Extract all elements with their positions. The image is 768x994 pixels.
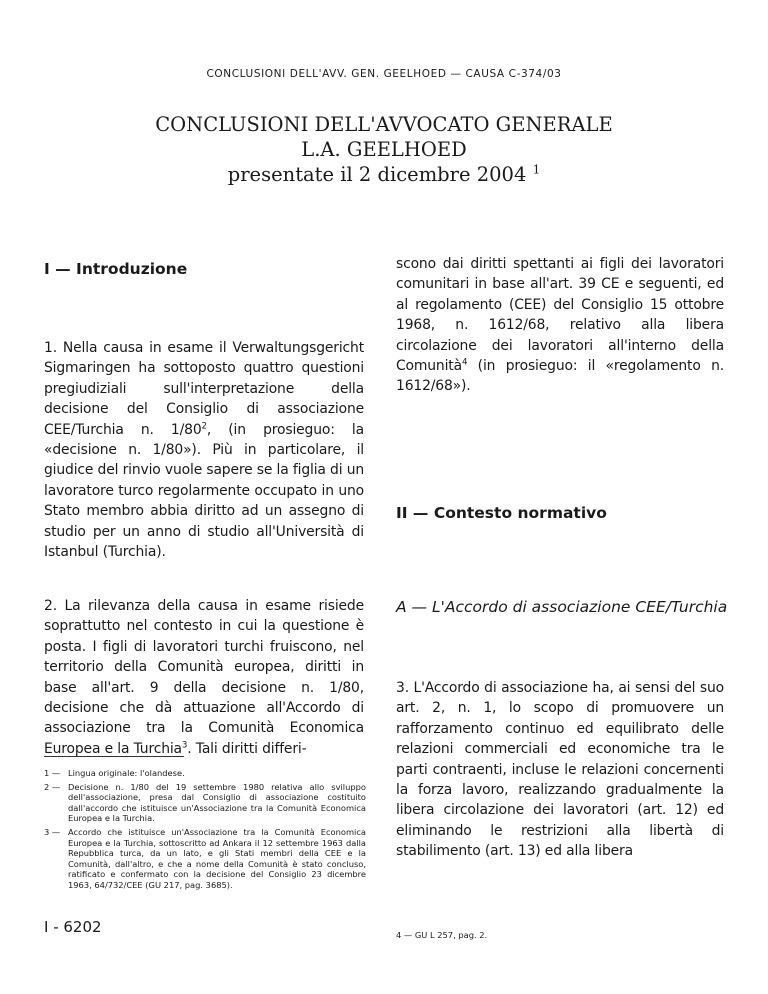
section-heading-introduzione: I — Introduzione	[44, 260, 188, 278]
title-date: presentate il 2 dicembre 2004	[227, 163, 527, 186]
title-block	[0, 112, 768, 187]
paragraph-1-rest: , (in prosieguo: la «decisione n. 1/80»). Più in particolare, il giudice del rinvio vuole sapere se la figlia di un lavoratore turco regolarmente occupato in uno Stato membro abbia diritto ad un assegno di studio per un anno di studio all'Università di Istanbul (Turchia).	[44, 421, 364, 561]
footnote-3: 3 — Accordo che istituisce un'Associazione tra la Comunità Economica Europea e la Turchia, sottoscritto ad Ankara il 12 settembre 1963 dalla Repubblica turca, da un lato, e gli Stati membri della CEE e la Comunità, dall'altro, e che a nome della Comunità è stato concluso, ratificato e confermato con la decisione del Consiglio 23 dicembre 1963, 64/732/CEE (GU 217, pag. 3685).	[44, 826, 366, 890]
paragraph-1-text: 1. Nella causa in esame il Verwaltungsgericht Sigmaringen ha sottoposto quattro questioni pregiudiziali sull'interpretazione della decisione del Consiglio di associazione CEE/Turchia n. 1/80	[44, 340, 364, 438]
footnote-ref-3: 3	[181, 740, 188, 751]
section-heading-contesto-normativo: II — Contesto normativo	[396, 504, 607, 522]
footnote-ref-1: 1	[532, 162, 541, 177]
footnote-ref-4: 4	[461, 357, 468, 368]
title-line-2: L.A. GEELHOED	[301, 138, 467, 161]
footnote-1: 1 — Lingua originale: l'olandese.	[44, 768, 185, 778]
paragraph-2-text: 2. La rilevanza della causa in esame risiede soprattutto nel contesto in cui la questione è posta. I figli di lavoratori turchi fruiscono, nel territorio della Comunità europea, diritti in base all'art. 9 della decisione n. 1/80, decisione che dà attuazione all'Accordo di associazione tra la Comunità Economica Europea e la Turchia	[44, 598, 364, 757]
paragraph-2-continued	[396, 254, 724, 397]
footnote-ref-2: 2	[201, 421, 207, 431]
title-line-3	[0, 162, 768, 187]
running-head: CONCLUSIONI DELL'AVV. GEN. GEELHOED — CAUSA C-374/03	[206, 68, 562, 80]
paragraph-2	[44, 596, 364, 759]
footnote-4: 4 — GU L 257, pag. 2.	[396, 930, 488, 940]
section-heading-accordo: A — L'Accordo di associazione CEE/Turchia	[396, 598, 728, 616]
title-line-1: CONCLUSIONI DELL'AVVOCATO GENERALE	[155, 113, 613, 136]
paragraph-1	[44, 338, 364, 562]
paragraph-2-rest: . Tali diritti differi-	[187, 740, 307, 757]
paragraph-2-cont-rest: (in prosieguo: il «regolamento n. 1612/68»).	[396, 358, 724, 395]
paragraph-3: 3. L'Accordo di associazione ha, ai sensi del suo art. 2, n. 1, lo scopo di promuovere un rafforzamento continuo ed equilibrato delle relazioni commerciali ed economiche tra le parti contraenti, incluse le relazioni concernenti la forza lavoro, realizzando gradualmente la libera circolazione dei lavoratori (art. 12) ed eliminando le restrizioni alla libertà di stabilimento (art. 13) ed alla libera	[396, 680, 724, 860]
footnote-rule	[44, 756, 184, 757]
footnote-2: 2 — Decisione n. 1/80 del 19 settembre 1980 relativa allo sviluppo dell'associazione, presa dal Consiglio di associazione costituito dall'accordo che istituisce un'Associazione tra la Comunità Economica Europea e la Turchia.	[44, 781, 366, 824]
paragraph-2-cont-text: scono dai diritti spettanti ai figli dei lavoratori comunitari in base all'art. 39 CE e seguenti, ed al regolamento (CEE) del Consiglio 15 ottobre 1968, n. 1612/68, relativo alla libera circolazione dei lavoratori all'interno della Comunità	[396, 256, 724, 375]
page-number: I - 6202	[44, 918, 102, 936]
footnotes	[44, 768, 366, 894]
